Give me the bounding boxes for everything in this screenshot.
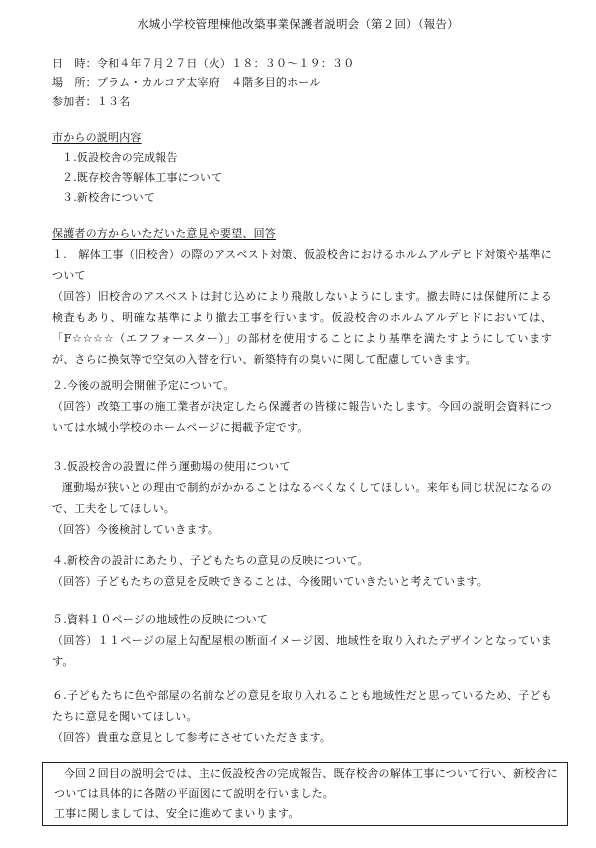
city-item: ３.新校舎について xyxy=(62,191,156,204)
qa-item-2 xyxy=(52,375,552,438)
summary-line: 今回２回目の説明会では、主に仮設校舎の完成報告、既存校舎の解体工事について行い、新校舎については具体的に各階の平面図にて説明を行いました。 xyxy=(54,767,558,800)
qa-answer: （回答）旧校舎のアスベストは封じ込めにより飛散しないようにします。撤去時には保健所による検査もあり、明確な基準により撤去工事を行います。仮設校舎のホルムアルデヒドにおいては、「F☆☆☆☆（エフフォースター）」の部材を使用することにより基準を満たすようにしていますが、さらに換気等で空気の入替を行い、新築特有の臭いに関して配慮していきます。 xyxy=(52,290,552,366)
meta-attendees: 参加者：１３名 xyxy=(52,95,131,108)
qa-item-5 xyxy=(52,609,552,672)
city-section-heading: 市からの説明内容 xyxy=(52,131,142,144)
qa-question: ４.新校舎の設計にあたり、子どもたちの意見の反映について。 xyxy=(52,554,369,567)
summary-text xyxy=(54,764,558,824)
qa-answer: （回答）貴重な意見として参考にさせていただきます。 xyxy=(52,731,332,744)
qa-item-4 xyxy=(52,550,552,592)
qa-detail: 運動場が狭いとの理由で制約がかかることはなるべくなくしてほしい。来年も同じ状況になるので、工夫をしてほしい。 xyxy=(52,481,552,515)
qa-section-heading: 保護者の方からいただいた意見や要望、回答 xyxy=(52,227,276,240)
qa-question: １. 解体工事（旧校舎）の際のアスベスト対策、仮設校舎におけるホルムアルデヒド対策や基準について xyxy=(52,248,552,282)
document-title: 水城小学校管理棟他改築事業保護者説明会（第２回）（報告） xyxy=(137,17,459,31)
qa-question: ３.仮設校舎の設置に伴う運動場の使用について xyxy=(52,460,291,473)
qa-item-3 xyxy=(52,456,552,540)
qa-question: ２.今後の説明会開催予定について。 xyxy=(52,379,235,392)
qa-answer: （回答）今後検討していきます。 xyxy=(52,523,220,536)
qa-answer: （回答）改築工事の施工業者が決定したら保護者の皆様に報告いたします。今回の説明会資料については水城小学校のホームページに掲載予定です。 xyxy=(52,400,552,434)
summary-line: 工事に関しましては、安全に進めてまいります。 xyxy=(54,807,300,820)
qa-question: ６.子どもたちに色や部屋の名前などの意見を取り入れることも地域性だと思っているため、子どもたちに意見を聞いてほしい。 xyxy=(52,689,552,723)
qa-answer: （回答）子どもたちの意見を反映できることは、今後聞いていきたいと考えています。 xyxy=(52,575,488,588)
qa-item-6 xyxy=(52,685,552,748)
city-item: ２.既存校舎等解体工事について xyxy=(62,171,223,184)
qa-question: ５.資料１０ページの地域性の反映について xyxy=(52,613,269,626)
city-item: １.仮設校舎の完成報告 xyxy=(62,151,178,164)
meta-place: 場 所：プラム・カルコア太宰府 ４階多目的ホール xyxy=(52,76,321,89)
meta-date: 日 時：令和４年７月２７日（火）１８：３０～１９：３０ xyxy=(52,57,355,70)
qa-answer: （回答）１１ページの屋上勾配屋根の断面イメージ図、地域性を取り入れたデザインとなっています。 xyxy=(52,634,552,668)
qa-item-1 xyxy=(52,244,552,370)
